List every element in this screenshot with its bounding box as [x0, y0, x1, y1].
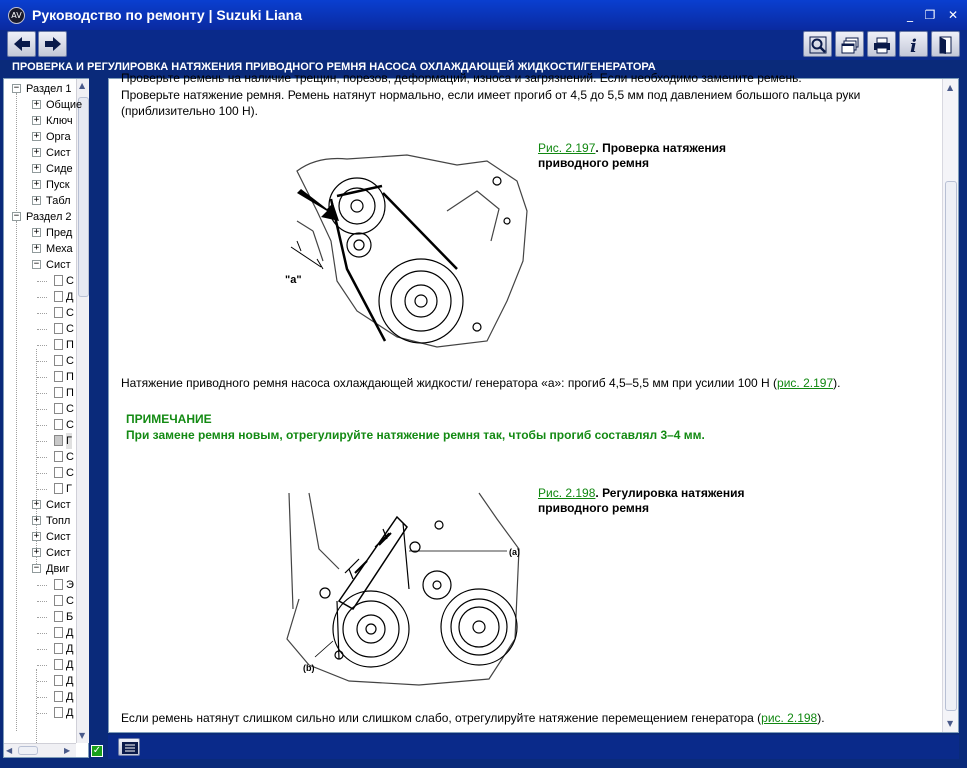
tree-connector — [37, 313, 47, 314]
content-scroll-thumb[interactable] — [945, 181, 957, 711]
tree-item[interactable]: Сист — [46, 259, 71, 271]
figure-belt-tension-check — [287, 151, 533, 351]
tree-item[interactable]: Д — [66, 291, 74, 303]
tree-connector — [37, 329, 47, 330]
figure-caption-197-line1: . Проверка натяжения — [595, 141, 727, 155]
tree-connector — [37, 489, 47, 490]
scroll-down-icon[interactable]: ▼ — [79, 731, 86, 740]
figure-belt-adjustment — [279, 489, 541, 689]
figure-link-198[interactable]: Рис. 2.198 — [538, 486, 596, 500]
arrow-indicator — [297, 189, 339, 221]
print-button[interactable] — [867, 31, 896, 57]
title-bar — [0, 0, 967, 30]
tree-item[interactable]: С — [66, 355, 74, 367]
page-icon — [54, 403, 63, 414]
page-icon — [54, 659, 63, 670]
back-button[interactable] — [7, 31, 36, 57]
tree-item[interactable]: С — [66, 451, 74, 463]
tree-connector — [37, 297, 47, 298]
exit-icon — [936, 35, 956, 55]
tree-item[interactable]: С — [66, 307, 74, 319]
tree-connector — [37, 697, 47, 698]
status-bar — [108, 735, 959, 759]
page-icon — [54, 691, 63, 702]
search-icon — [808, 35, 828, 55]
scroll-right-icon[interactable]: ▶ — [64, 746, 71, 755]
content-panel — [108, 71, 959, 733]
tree-expander-icon[interactable]: + — [33, 99, 40, 109]
paragraph-tension-check: Проверьте натяжение ремня. Ремень натянут нормально, если имеет прогиб от 4,5 до 5,5 мм под давлением большого пальца руки — [121, 88, 861, 102]
tree-connector — [37, 633, 47, 634]
figure-caption-197 — [538, 141, 748, 171]
tree-item[interactable]: С — [66, 403, 74, 415]
tree-item[interactable]: Пред — [46, 227, 73, 239]
tree-expander-icon[interactable]: + — [33, 499, 40, 509]
tree-hscroll-thumb[interactable] — [18, 746, 38, 755]
tree-vertical-scrollbar[interactable] — [76, 79, 89, 743]
tree-connector — [37, 601, 47, 602]
tree-item[interactable]: Д — [66, 659, 74, 671]
tree-item[interactable]: Г — [66, 483, 72, 495]
page-icon — [54, 307, 63, 318]
tree-item[interactable]: Топл — [46, 515, 71, 527]
tree-connector — [37, 393, 47, 394]
label-a: "a" — [285, 274, 302, 286]
tree-connector — [37, 425, 47, 426]
tree-item[interactable]: Сист — [46, 547, 71, 559]
contents-tree[interactable] — [3, 78, 89, 758]
tree-expander-icon[interactable]: + — [33, 547, 40, 557]
figure-caption-198-line2: приводного ремня — [538, 501, 650, 515]
page-icon — [54, 595, 63, 606]
page-icon — [54, 371, 63, 382]
tree-item[interactable]: Общие — [46, 99, 83, 111]
scroll-up-icon[interactable]: ▲ — [79, 81, 86, 90]
tree-expander-icon[interactable]: − — [13, 83, 20, 93]
page-icon — [54, 355, 63, 366]
label-b-fig198: (b) — [303, 663, 315, 673]
page-icon — [54, 467, 63, 478]
tree-item[interactable]: Табл — [46, 195, 71, 207]
info-button[interactable] — [899, 31, 928, 57]
content-vertical-scrollbar[interactable] — [942, 79, 958, 732]
search-button[interactable] — [803, 31, 832, 57]
paragraph-adjust-generator: Если ремень натянут слишком сильно или слишком слабо, отрегулируйте натяжение перемещением генератора (рис. 2.198). — [121, 711, 825, 725]
tree-scroll-thumb[interactable] — [78, 97, 89, 297]
tree-expander-icon[interactable]: + — [33, 227, 40, 237]
cut-off-text: Проверьте ремень на наличие трещин, порезов, деформаций, износа и загрязнений. Если необходимо замените ремень. — [121, 71, 802, 85]
tree-guide-line — [16, 221, 17, 731]
page-icon — [54, 387, 63, 398]
page-icon — [54, 291, 63, 302]
tree-expander-icon[interactable]: − — [13, 211, 20, 221]
toolbar — [0, 30, 967, 60]
tree-item[interactable]: Сист — [46, 531, 71, 543]
page-icon — [54, 275, 63, 286]
tree-expander-icon[interactable]: + — [33, 179, 40, 189]
windows-icon — [840, 35, 860, 55]
tree-expander-icon[interactable]: + — [33, 147, 40, 157]
link-fig-198[interactable]: рис. 2.198 — [761, 711, 818, 725]
tree-item[interactable]: Д — [66, 675, 74, 687]
tree-expander-icon[interactable]: + — [33, 243, 40, 253]
scroll-down-icon[interactable]: ▼ — [947, 719, 954, 728]
tree-connector — [37, 617, 47, 618]
tree-item[interactable]: Д — [66, 627, 74, 639]
tree-connector — [37, 361, 47, 362]
section-title: ПРОВЕРКА И РЕГУЛИРОВКА НАТЯЖЕНИЯ ПРИВОДНОГО РЕМНЯ НАСОСА ОХЛАЖДАЮЩЕЙ ЖИДКОСТИ/ГЕНЕРАТОРА — [12, 61, 656, 73]
paragraph-tension-spec: Натяжение приводного ремня насоса охлаждающей жидкости/ генератора «а»: прогиб 4,5–5,5 мм при усилии 100 Н (рис. 2.197). — [121, 376, 841, 390]
restore-button[interactable]: ❐ — [924, 8, 936, 22]
svg-text:i: i — [910, 36, 917, 57]
tree-expander-icon[interactable]: − — [33, 259, 40, 269]
tree-expander-icon[interactable]: + — [33, 131, 40, 141]
tree-connector — [37, 281, 47, 282]
tree-item[interactable]: Ключ — [46, 115, 73, 127]
tree-item[interactable]: Двиг — [46, 563, 70, 575]
tree-item[interactable]: Д — [66, 707, 74, 719]
tree-connector — [37, 457, 47, 458]
tree-item[interactable]: Сист — [46, 499, 71, 511]
sync-check-icon[interactable]: ✓ — [92, 745, 102, 756]
scroll-up-icon[interactable]: ▲ — [947, 83, 954, 92]
arrow-left-icon — [12, 35, 32, 53]
link-fig-197[interactable]: рис. 2.197 — [777, 376, 834, 390]
tree-connector — [37, 585, 47, 586]
page-icon — [54, 339, 63, 350]
tree-item[interactable]: Меха — [46, 243, 73, 255]
toc-button[interactable] — [118, 738, 140, 756]
tree-item[interactable]: С — [66, 595, 74, 607]
tree-connector — [37, 409, 47, 410]
figure-caption-198 — [538, 486, 748, 516]
window-title: Руководство по ремонту | Suzuki Liana — [32, 7, 302, 23]
page-icon — [54, 675, 63, 686]
page-icon — [54, 643, 63, 654]
page-icon — [54, 435, 63, 446]
note-heading: ПРИМЕЧАНИЕ — [126, 412, 212, 426]
close-button[interactable]: ✕ — [947, 8, 959, 22]
page-icon — [54, 323, 63, 334]
scroll-left-icon[interactable]: ◀ — [6, 746, 13, 755]
tree-item[interactable]: Сиде — [46, 163, 73, 175]
tree-item[interactable]: П — [66, 387, 74, 399]
tree-item[interactable]: Э — [66, 579, 74, 591]
tree-expander-icon[interactable]: + — [33, 115, 40, 125]
tree-horizontal-scrollbar[interactable] — [4, 743, 76, 757]
tree-item[interactable]: Г — [66, 435, 72, 447]
page-icon — [54, 579, 63, 590]
page-icon — [54, 419, 63, 430]
page-icon — [54, 627, 63, 638]
tree-item[interactable]: Раздел 1 — [26, 83, 72, 95]
windows-button[interactable] — [835, 31, 864, 57]
list-icon — [120, 740, 140, 756]
paragraph-tension-check-cont: (приблизительно 100 Н). — [121, 104, 258, 118]
tree-item[interactable]: С — [66, 419, 74, 431]
label-a-fig198: (a) — [509, 547, 520, 557]
tree-connector — [37, 681, 47, 682]
arrow-right-icon — [43, 35, 63, 53]
page-icon — [54, 451, 63, 462]
page-icon — [54, 611, 63, 622]
tree-item[interactable]: П — [66, 339, 74, 351]
tree-expander-icon[interactable]: + — [33, 195, 40, 205]
tree-item[interactable]: П — [66, 371, 74, 383]
page-icon — [54, 483, 63, 494]
forward-button[interactable] — [38, 31, 67, 57]
figure-link-197[interactable]: Рис. 2.197 — [538, 141, 596, 155]
tree-item[interactable]: С — [66, 323, 74, 335]
tree-item[interactable]: Пуск — [46, 179, 70, 191]
tree-item[interactable]: Сист — [46, 147, 71, 159]
print-icon — [872, 35, 892, 55]
tree-item[interactable]: Раздел 2 — [26, 211, 72, 223]
tree-connector — [37, 665, 47, 666]
exit-button[interactable] — [931, 31, 960, 57]
figure-caption-198-line1: . Регулировка натяжения — [595, 486, 745, 500]
tree-expander-icon[interactable]: + — [33, 515, 40, 525]
tree-connector — [37, 345, 47, 346]
info-icon — [904, 35, 924, 55]
tree-item[interactable]: Б — [66, 611, 74, 623]
tree-connector — [37, 649, 47, 650]
figure-caption-197-line2: приводного ремня — [538, 156, 650, 170]
tree-expander-icon[interactable]: + — [33, 163, 40, 173]
app-logo-icon: AV — [8, 7, 25, 24]
tree-item[interactable]: Орга — [46, 131, 71, 143]
tree-connector — [37, 713, 47, 714]
tree-connector — [37, 377, 47, 378]
tree-connector — [37, 441, 47, 442]
page-icon — [54, 707, 63, 718]
tree-item[interactable]: Д — [66, 691, 74, 703]
note-body: При замене ремня новым, отрегулируйте натяжение ремня так, чтобы прогиб составлял 3–4 мм. — [126, 428, 705, 442]
tree-item[interactable]: С — [66, 467, 74, 479]
tree-guide-line — [16, 93, 17, 213]
tree-expander-icon[interactable]: + — [33, 531, 40, 541]
tree-expander-icon[interactable]: − — [33, 563, 40, 573]
tree-connector — [37, 473, 47, 474]
minimize-button[interactable]: _ — [907, 8, 913, 22]
tree-item[interactable]: С — [66, 275, 74, 287]
tree-item[interactable]: Д — [66, 643, 74, 655]
